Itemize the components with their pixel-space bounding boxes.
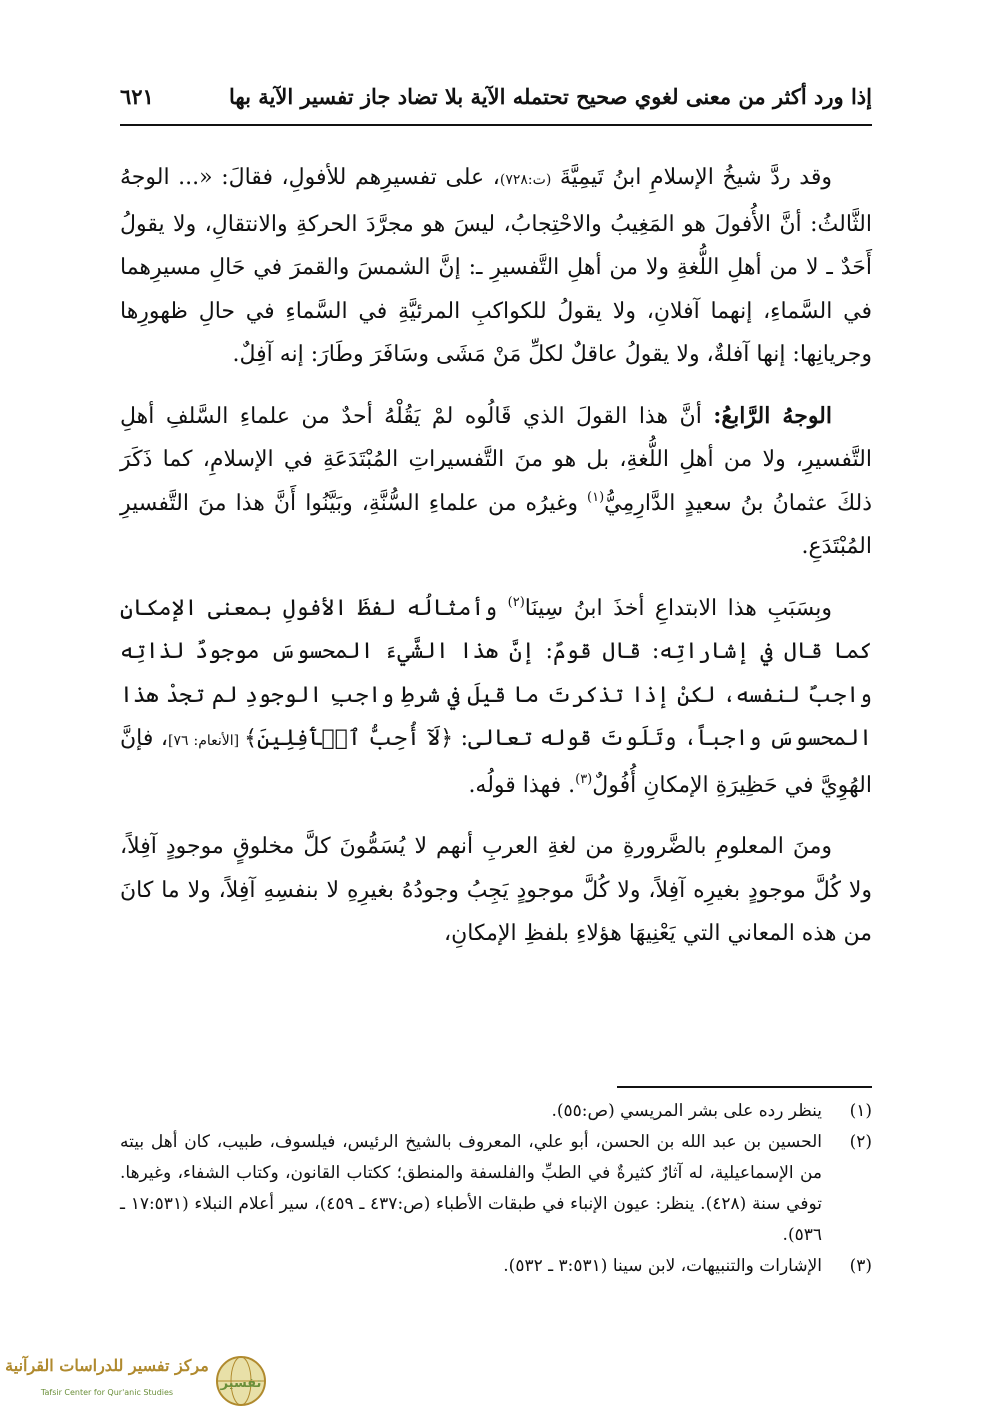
footnotes <box>120 1096 872 1282</box>
footnote-3 <box>120 1251 872 1282</box>
p2-lead: الوجهُ الرَّابعُ: <box>713 402 833 429</box>
footnote-number: (٣) <box>849 1256 872 1276</box>
p1-text-a: وقد ردَّ شيخُ الإسلامِ ابنُ تَيمِيَّةَ <box>551 165 832 190</box>
p2-text-a: أنَّ هذا القولَ الذي قَالُوه لمْ يَقُلْهُ أحدٌ من علماءِ السَّلفِ أهلِ التَّفسيرِ، ولا من أهلِ اللُّغةِ، بل هو منَ التَّفسيراتِ المُبْتَدَعَةِ في الإسلامِ، كما ذَكَرَ ذلكَ عثمانُ بنُ سعيدٍ الدَّارِمِيُّ <box>120 403 872 516</box>
paragraph-3 <box>120 587 872 808</box>
footnote-ref-1: (١) <box>587 489 605 505</box>
footnote-1 <box>120 1096 872 1127</box>
logo-mark-text: تفسير <box>220 1376 262 1391</box>
sura-ref: [الأنعام: ٧٦] <box>168 733 245 749</box>
footnote-ref-3: (٣) <box>575 771 593 787</box>
running-header <box>120 78 872 118</box>
footnote-number: (٢) <box>849 1132 872 1152</box>
tafsir-center-logo <box>0 1350 270 1412</box>
footnote-text: ينظر رده على بشر المريسي (ص:٥٥). <box>551 1101 822 1121</box>
paragraph-1 <box>120 156 872 377</box>
logo-name-en: Tafsir Center for Qur'anic Studies <box>40 1388 174 1397</box>
page-number: ٦٢١ <box>120 84 154 109</box>
header-rule <box>120 124 872 126</box>
p3-text-a: وبِسَبَبِ هذا الابتداعِ أخذَ ابنُ سِينَا <box>524 595 832 621</box>
p3-text-b: وأمثالُه لفظَ الأفولِ بمعنى الإمكانِ كما قال في إشاراتِه: قال قومٌ: إنَّ هذا الشَّيءَ المحسوسَ موجودٌ لذاتِه واجبٌ لنفسه، لكنْ إذا تذكرتَ ما قيلَ في شرطِ واجبِ الوجودِ لم تجدْ هذا المحسوسَ واجباً، وتَلَوتَ قوله تعالى: <box>120 595 872 751</box>
header-title: إذا ورد أكثر من معنى لغوي صحيح تحتمله الآية بلا تضاد جاز تفسير الآية بها <box>229 84 872 109</box>
logo-name-ar: مركز تفسير للدراسات القرآنية <box>5 1356 209 1375</box>
p3-text-c: ، فإنَّ الهُوِيَّ في حَظِيرَةِ الإمكانِ أُفُولٌ <box>120 726 872 798</box>
quran-quote: ﴿لَآ أُحِبُّ ٱلۡأٓفِلِينَ﴾ <box>244 726 454 751</box>
death-date: (ت:٧٢٨) <box>499 172 552 188</box>
main-text <box>120 156 872 956</box>
footnote-2 <box>120 1127 872 1251</box>
globe-logo-icon <box>214 1354 268 1408</box>
paragraph-4 <box>120 825 872 956</box>
p3-text-d: . فهذا قولُه. <box>468 772 576 798</box>
p2-text-b: وغيرُه من علماءِ السُّنَّةِ، وبَيَّنُوا أَنَّ هذا منَ التَّفسيرِ المُبْتَدَعِ. <box>120 490 872 559</box>
p1-text-b: ، على تفسيرِهم للأفولِ، فقالَ: «... الوجهُ الثَّالثُ: أنَّ الأُفولَ هو المَغِيبُ والاحْتِجابُ، ليسَ هو مجرَّدَ الحركةِ والانتقالِ، ولا يقولُ أَحَدٌ ـ لا من أهلِ اللُّغةِ ولا من أهلِ التَّفسيرِ ـ: إنَّ الشمسَ والقمرَ في حَالِ مسيرِهما في السَّماءِ، إنهما آفلانِ، ولا يقولُ للكواكبِ المرئيَّةِ في السَّماءِ في حالِ ظهورِها وجريانِها: إنها آفلةٌ، ولا يقولُ عاقلٌ لكلِّ مَنْ مَشَى وسَافَرَ وطَارَ: إنه آفِلٌ. <box>120 165 872 367</box>
footnote-text: الحسين بن عبد الله بن الحسن، أبو علي، المعروف بالشيخ الرئيس، فيلسوف، طبيب، كان أهل بيته من الإسماعيلية، له آثارٌ كثيرةٌ في الطبِّ والفلسفة والمنطق؛ ككتاب القانون، وكتاب الشفاء، وغيرها. توفي سنة (٤٢٨). ينظر: عيون الإنباء في طبقات الأطباء (ص:٤٣٧ ـ ٤٥٩)، سير أعلام النبلاء (١٧:٥٣١ ـ ٥٣٦). <box>120 1132 823 1245</box>
footnote-number: (١) <box>849 1101 872 1121</box>
paragraph-2 <box>120 395 872 569</box>
p4-text: ومنَ المعلومِ بالضَّرورةِ من لغةِ العربِ أنهم لا يُسَمُّونَ كلَّ مخلوقٍ موجودٍ آفِلاً، ولا كُلَّ موجودٍ بغيرِه آفِلاً، ولا كُلَّ موجودٍ يَجِبُ وجودُهُ بغيرِهِ لا بنفسِهِ آفِلاً، ولا ما كانَ من هذه المعاني التي يَعْنِيهَا هؤلاءِ بلفظِ الإمكانِ، <box>120 834 872 946</box>
footnote-ref-2: (٢) <box>507 594 525 610</box>
footnote-rule <box>617 1086 872 1088</box>
footnote-text: الإشارات والتنبيهات، لابن سينا (٣:٥٣١ ـ ٥٣٢). <box>503 1256 822 1276</box>
